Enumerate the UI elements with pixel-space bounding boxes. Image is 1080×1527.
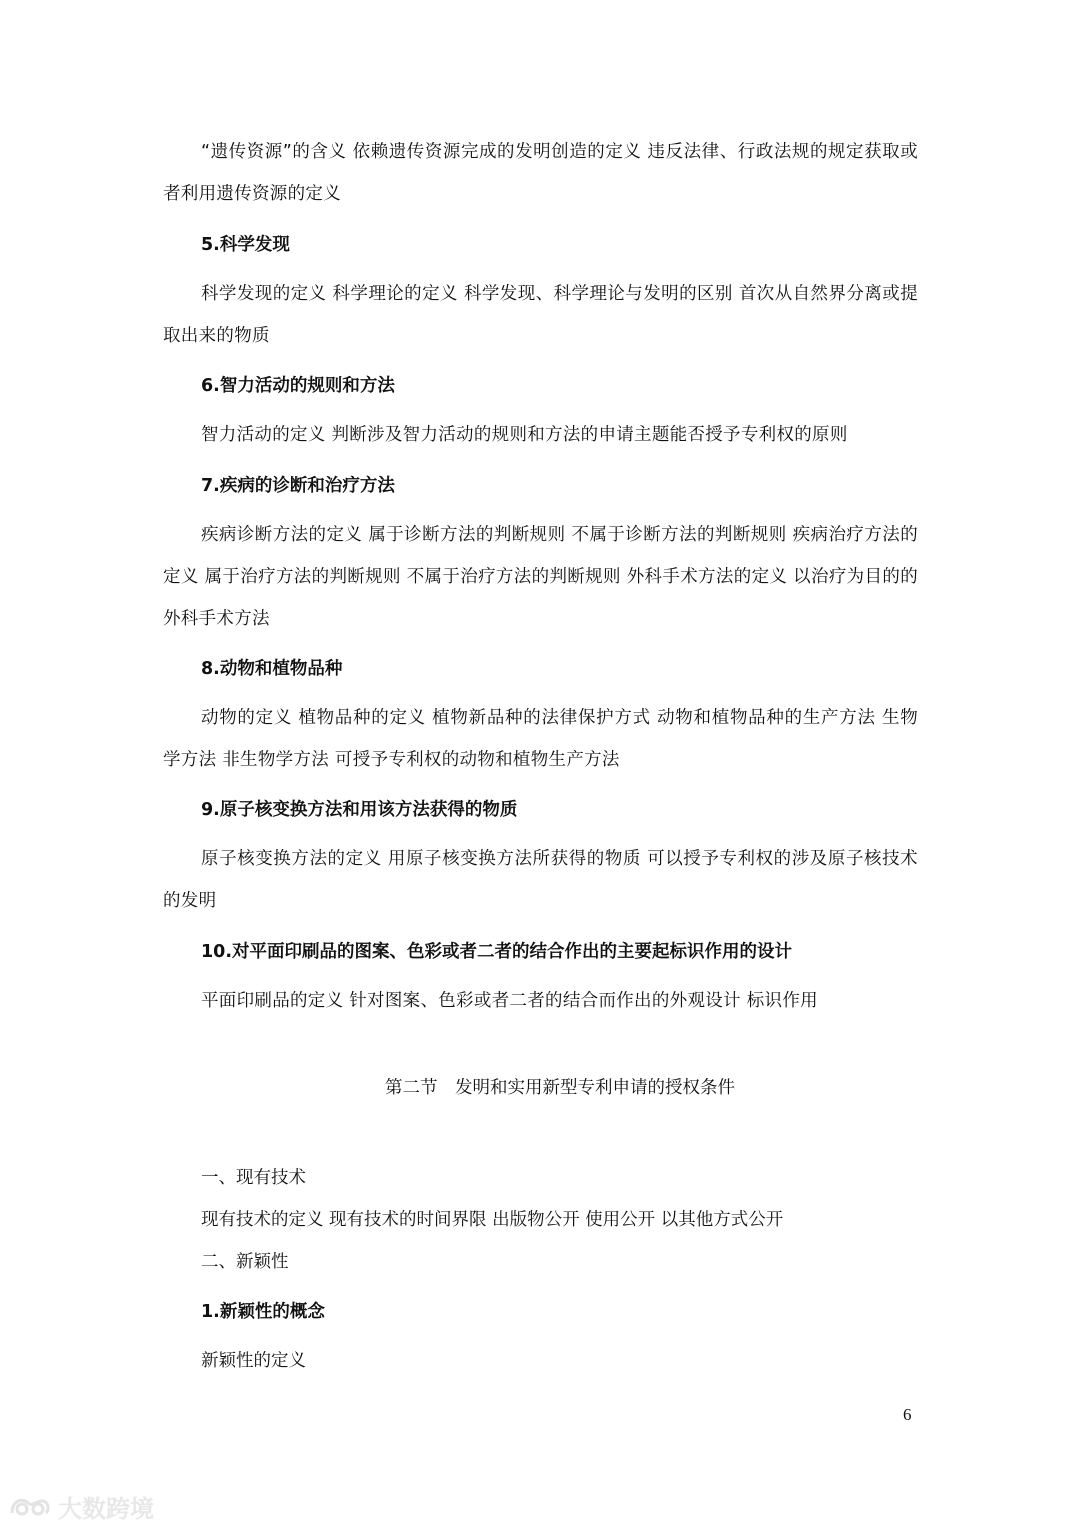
paragraph-animal-plant: 动物的定义 植物品种的定义 植物新品种的法律保护方式 动物和植物品种的生产方法 生物学方法 非生物学方法 可授予专利权的动物和植物生产方法 [163,708,918,770]
watermark [8,1489,154,1524]
section-title: 第二节 发明和实用新型专利申请的授权条件 [385,1078,735,1098]
paragraph-genetic-resources: “遗传资源”的含义 依赖遗传资源完成的发明创造的定义 违反法律、行政法规的规定获取或者利用遗传资源的定义 [163,142,918,204]
paragraph-novelty-definition: 新颖性的定义 [201,1351,306,1371]
page-number: 6 [903,1405,912,1424]
paragraph-diagnosis-treatment: 疾病诊断方法的定义 属于诊断方法的判断规则 不属于诊断方法的判断规则 疾病治疗方法的定义 属于治疗方法的判断规则 不属于治疗方法的判断规则 外科手术方法的定义 以治疗为目的的外科手术方法 [163,525,918,629]
brand-logo-icon [8,1493,52,1521]
heading-novelty-concept: 1.新颖性的概念 [201,1302,325,1322]
watermark-text: 大数跨境 [58,1495,154,1523]
paragraph-nuclear-transformation: 原子核变换方法的定义 用原子核变换方法所获得的物质 可以授予专利权的涉及原子核技术的发明 [163,849,918,911]
paragraph-scientific-discovery: 科学发现的定义 科学理论的定义 科学发现、科学理论与发明的区别 首次从自然界分离或提取出来的物质 [163,284,918,346]
subsection-novelty: 二、新颖性 [201,1252,289,1272]
heading-scientific-discovery: 5.科学发现 [201,235,290,255]
heading-printed-matter-design: 10.对平面印刷品的图案、色彩或者二者的结合作出的主要起标识作用的设计 [201,942,792,962]
paragraph-prior-art: 现有技术的定义 现有技术的时间界限 出版物公开 使用公开 以其他方式公开 [201,1210,784,1230]
heading-mental-activity: 6.智力活动的规则和方法 [201,376,395,396]
paragraph-mental-activity: 智力活动的定义 判断涉及智力活动的规则和方法的申请主题能否授予专利权的原则 [201,425,848,445]
heading-animal-plant: 8.动物和植物品种 [201,659,343,679]
subsection-prior-art: 一、现有技术 [201,1168,306,1188]
paragraph-printed-matter-design: 平面印刷品的定义 针对图案、色彩或者二者的结合而作出的外观设计 标识作用 [201,991,818,1011]
heading-diagnosis-treatment: 7.疾病的诊断和治疗方法 [201,476,395,496]
heading-nuclear-transformation: 9.原子核变换方法和用该方法获得的物质 [201,800,518,820]
